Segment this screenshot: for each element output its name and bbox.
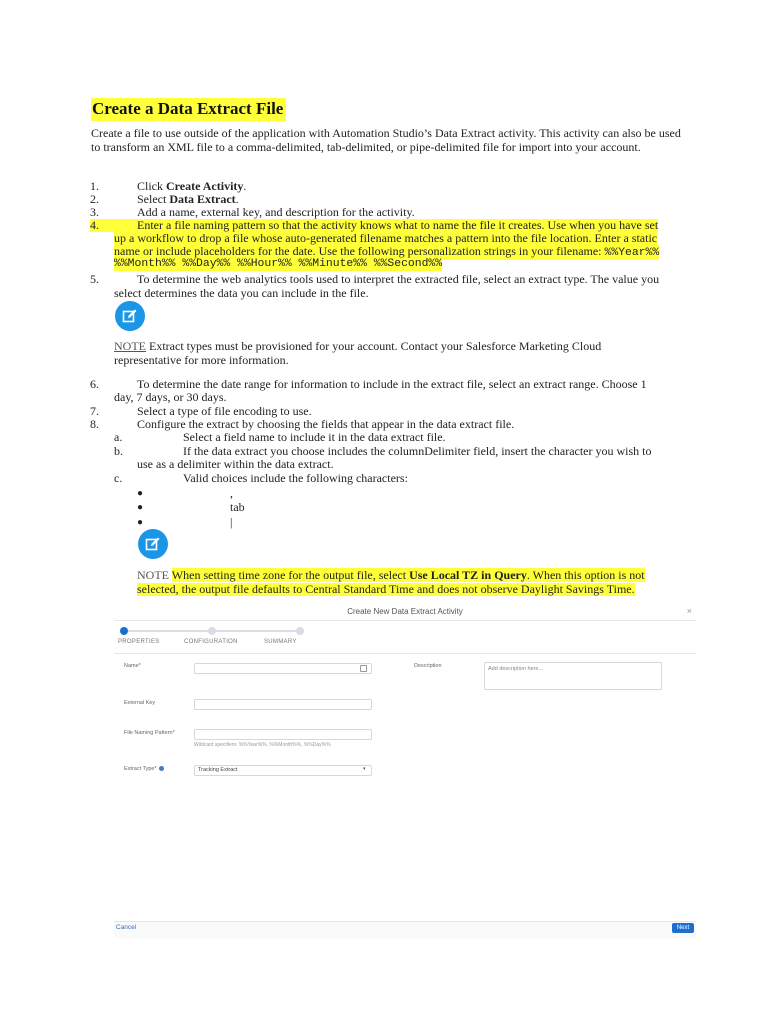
divider: [114, 620, 696, 621]
data-extract-dialog: [114, 603, 696, 937]
data-extract-bold: Data Extract: [169, 192, 236, 206]
dialog-title: Create New Data Extract Activity: [347, 607, 463, 616]
note-edit-icon: [115, 301, 145, 331]
cancel-button[interactable]: Cancel: [116, 924, 137, 931]
description-placeholder: Add description here...: [488, 666, 544, 672]
year-code: %%Year%%: [604, 247, 660, 259]
name-input[interactable]: [194, 663, 372, 674]
chevron-down-icon[interactable]: ▾: [363, 766, 366, 772]
note-edit-icon: [138, 529, 168, 559]
intro-paragraph: Create a file to use outside of the application with Automation Studio’s Data Extract activity. This activity can also be used to transform an XML file to a comma-delimited, tab-delimited, or pipe-delimited file for import into your account.: [91, 126, 681, 154]
document-page: Create a Data Extract File Create a file to use outside of the application with Automation Studio’s Data Extract activity. This activity can also be used to transform an XML file to a comma-delimited, tab-delimited, or pipe-delimited file for import into your account. 1. Click Create Activity. 2. Select Data Extract. 3. Add a name, external key, and description for the activity. 4. Enter a file naming pattern so that the activity knows what to name the file it creates. Use when you have set up a workflow to drop a file whose auto-generated filename matches a pattern into the file location. Enter a static name or include placeholders for the date. Use the following personalization strings in your filename: %%Year%% %%Month%% %%Day%% %%Hour%% %%Minute%% %%Second%% 5. To determine the web analytics tools used to interpret the extracted file, select an extract type. The value you select determines the data you can include in the file. NOTE Extract types must be provisioned for your account. Contact your Salesforce Marketing Cloud representative for more information. 6. To determine the date range for information to include in the extract file, select an extract range. Choose 1 day, 7 days, or 30 days. 7. Select a type of file encoding to use. 8. Configure the extract by choosing the fields that appear in the data extract file. a. Select a field name to include it in the data extract file. b. If the data extract you choose includes the columnDelimiter field, insert the character you wish to use as a delimiter within the data extract. c. Valid choices include the following characters: ● , ● tab ● | NOTE When setting time zone for the output file, select Use Local TZ in Query. When this option is not selected, the output file defaults to Central Standard Time and does not observe Daylight Savings Time. Create New Data Extract Activity × PROPERTIES CONFIGURATION SUMMARY Name* Description Add description here... External Key File Naming Pattern* Wildcard specifiers: %%Year%%, %%Month%%, %%Day%% Extract Type* Tracking Extract ▾ Cancel Next: [0, 0, 768, 1024]
tab-summary[interactable]: SUMMARY: [264, 639, 297, 645]
field-picker-icon[interactable]: [360, 665, 367, 672]
bullet-icon: ●: [137, 502, 144, 513]
file-naming-input[interactable]: [194, 729, 372, 740]
file-naming-label: File Naming Pattern*: [124, 730, 175, 736]
extract-type-label: Extract Type*: [124, 766, 164, 772]
bullet-icon: ●: [137, 517, 144, 528]
dialog-footer: [114, 921, 696, 938]
page-title: Create a Data Extract File: [91, 98, 286, 121]
step-dot-properties[interactable]: [120, 627, 128, 635]
extract-type-value: Tracking Extract: [198, 767, 238, 773]
description-label: Description: [414, 663, 442, 669]
tab-properties[interactable]: PROPERTIES: [118, 639, 160, 645]
step-4-number: 4.: [90, 219, 137, 232]
date-codes: %%Month%% %%Day%% %%Hour%% %%Minute%% %%Second%%: [114, 258, 443, 270]
use-local-tz-bold: Use Local TZ in Query: [409, 568, 527, 582]
note-label: NOTE: [114, 339, 146, 353]
divider: [114, 653, 696, 654]
step-dot-summary[interactable]: [296, 627, 304, 635]
external-key-input[interactable]: [194, 699, 372, 710]
wildcard-help: Wildcard specifiers: %%Year%%, %%Month%%, %%Day%%: [194, 742, 331, 748]
next-button[interactable]: Next: [672, 923, 694, 933]
name-label: Name*: [124, 663, 141, 669]
tab-configuration[interactable]: CONFIGURATION: [184, 639, 238, 645]
bullet-icon: ●: [137, 488, 144, 499]
create-activity-bold: Create Activity: [166, 179, 244, 193]
step-dot-configuration[interactable]: [208, 627, 216, 635]
close-icon[interactable]: ×: [686, 606, 692, 616]
note-label: NOTE: [137, 568, 169, 582]
info-icon[interactable]: [159, 766, 164, 771]
external-key-label: External Key: [124, 700, 156, 706]
